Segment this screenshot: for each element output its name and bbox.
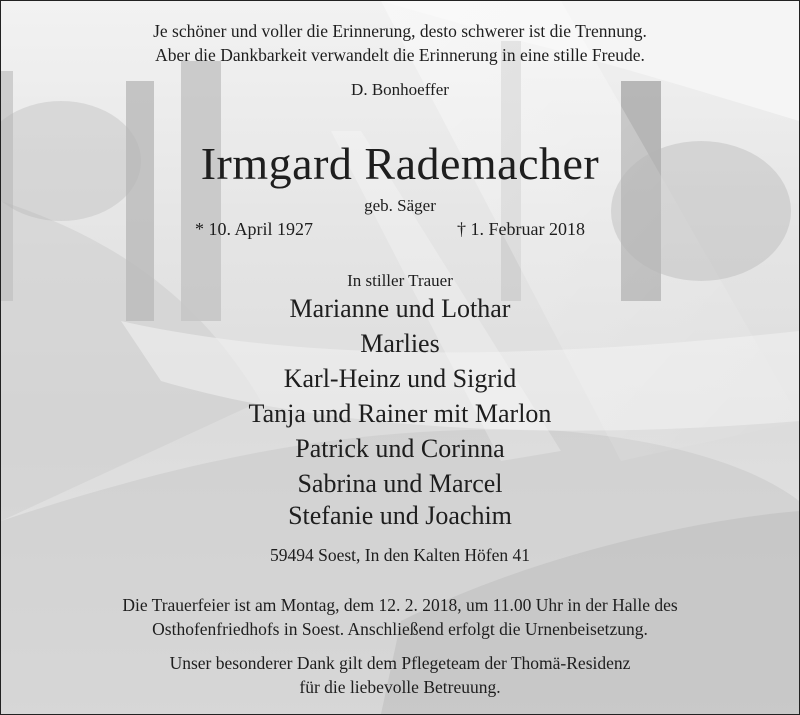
death-date: † 1. Februar 2018 bbox=[457, 219, 585, 239]
family-address: 59494 Soest, In den Kalten Höfen 41 bbox=[269, 545, 531, 565]
birth-date: * 10. April 1927 bbox=[195, 219, 314, 239]
mourner-name: Marlies bbox=[360, 329, 440, 358]
quote-line-2: Aber die Dankbarkeit verwandelt die Erinnerung in eine stille Freude. bbox=[155, 45, 645, 65]
ceremony-line-2: Osthofenfriedhofs in Soest. Anschließend erfolgt die Urnenbeisetzung. bbox=[152, 619, 648, 639]
quote-author: D. Bonhoeffer bbox=[351, 80, 449, 99]
thanks-line-2: für die liebevolle Betreuung. bbox=[299, 677, 501, 697]
mourner-name: Sabrina und Marcel bbox=[297, 469, 503, 498]
birth-name: geb. Säger bbox=[364, 196, 436, 215]
ceremony-line-1: Die Trauerfeier ist am Montag, dem 12. 2. 2018, um 11.00 Uhr in der Halle des bbox=[122, 595, 678, 615]
mourner-name: Tanja und Rainer mit Marlon bbox=[248, 399, 552, 428]
deceased-name: Irmgard Rademacher bbox=[200, 138, 600, 189]
mourner-name: Marianne und Lothar bbox=[289, 294, 511, 323]
thanks-line-1: Unser besonderer Dank gilt dem Pflegeteam der Thomä-Residenz bbox=[169, 653, 631, 673]
quote-line-1: Je schöner und voller die Erinnerung, desto schwerer ist die Trennung. bbox=[153, 21, 647, 41]
mourner-name: Stefanie und Joachim bbox=[288, 501, 512, 530]
mourner-name: Patrick und Corinna bbox=[295, 434, 505, 463]
mourning-heading: In stiller Trauer bbox=[347, 271, 453, 290]
mourner-name: Karl-Heinz und Sigrid bbox=[283, 364, 517, 393]
